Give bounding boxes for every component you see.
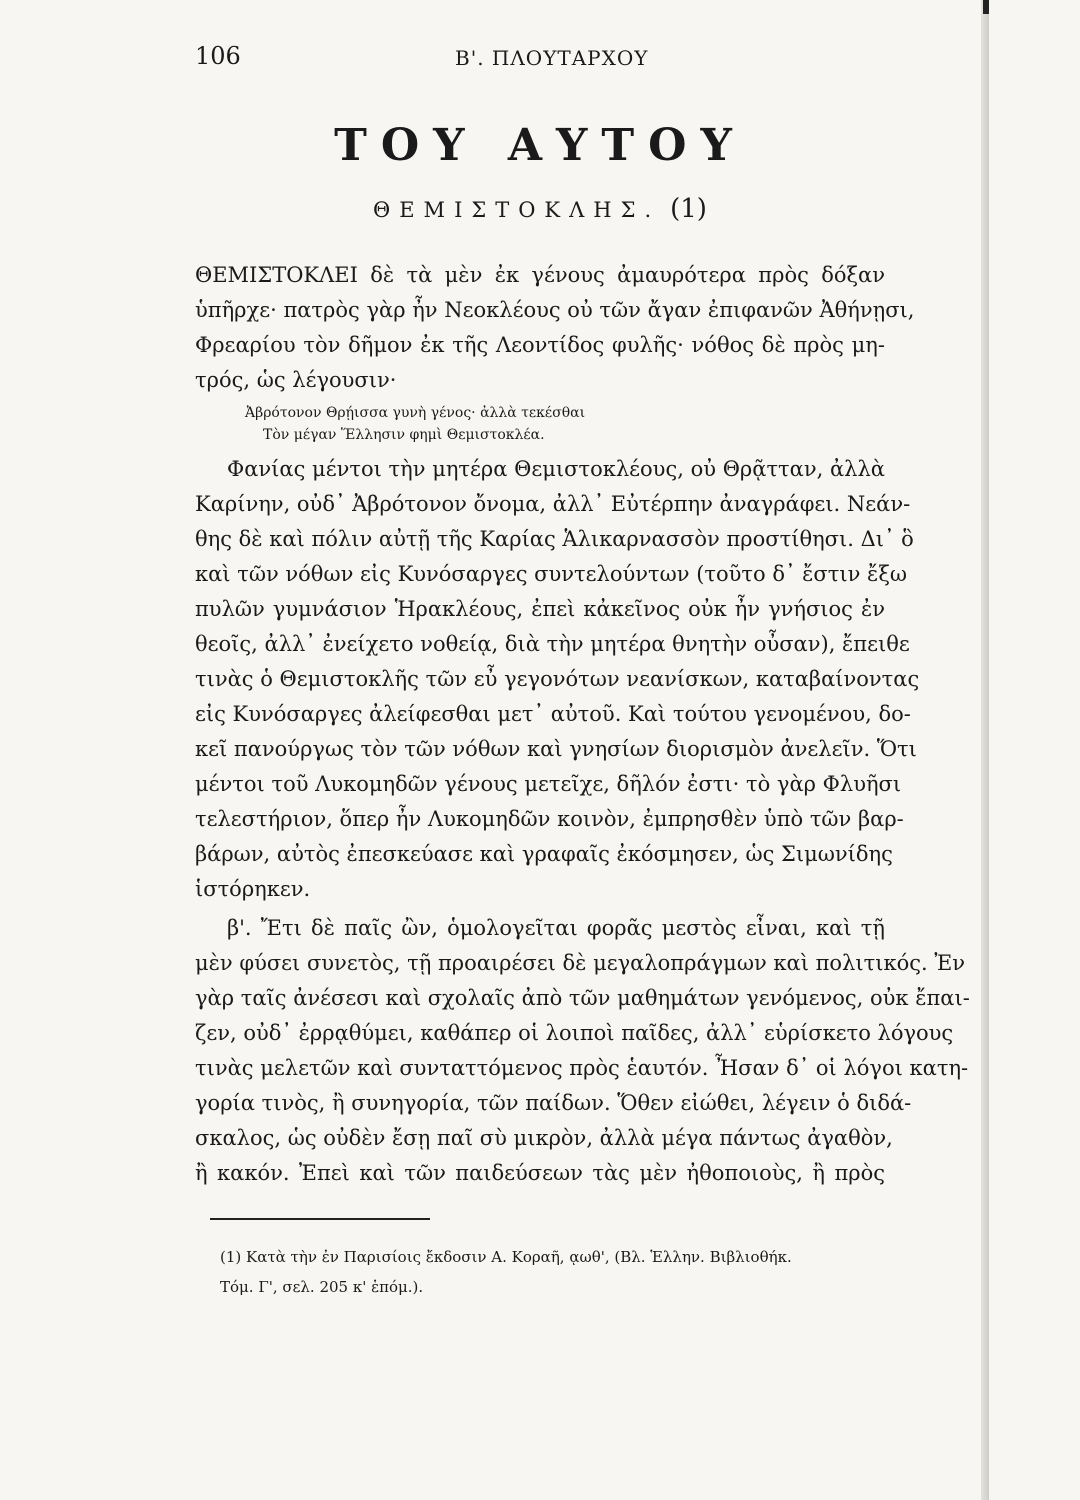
text-line: θεοῖς, ἀλλ᾽ ἐνείχετο νοθείᾳ, διὰ τὴν μητέρα θνητὴν οὖσαν), ἔπειθε [195,632,910,656]
footnote-line: Τόμ. Γ', σελ. 205 κ' ἑπόμ.). [220,1278,424,1296]
text-line: κεῖ πανούργως τὸν τῶν νόθων καὶ γνησίων διορισμὸν ἀνελεῖν. Ὅτι [195,737,917,761]
footnote-line: (1) Κατὰ τὴν ἐν Παρισίοις ἔκδοσιν Α. Κοραῆ, ᾳωθ', (Βλ. Ἑλλην. Βιβλιοθήκ. [220,1248,792,1266]
verse-quote [195,402,885,446]
text-line: βάρων, αὐτὸς ἐπεσκεύασε καὶ γραφαῖς ἐκόσμησεν, ὡς Σιμωνίδης [195,842,893,866]
text-line: τινὰς μελετῶν καὶ συνταττόμενος πρὸς ἑαυτόν. Ἦσαν δ᾽ οἱ λόγοι κατη- [195,1056,969,1080]
subtitle-text: ΘΕΜΙΣΤΟΚΛΗΣ. [373,198,661,222]
text-line: Φρεαρίου τὸν δῆμον ἐκ τῆς Λεοντίδος φυλῆς· νόθος δὲ πρὸς μη- [195,333,885,357]
footnote-divider [210,1218,430,1220]
page-edge-mark [983,0,989,14]
text-line: β'. Ἔτι δὲ παῖς ὢν, ὁμολογεῖται φορᾶς μεστὸς εἶναι, καὶ τῇ [227,916,885,940]
text-line: γὰρ ταῖς ἀνέσεσι καὶ σχολαῖς ἀπὸ τῶν μαθημάτων γενόμενος, οὐκ ἔπαι- [195,986,970,1010]
footnote [220,1242,890,1302]
text-line: Καρίνην, οὐδ᾽ Ἀβρότονον ὄνομα, ἀλλ᾽ Εὐτέρπην ἀναγράφει. Νεάν- [195,492,911,516]
body-text [195,258,970,1191]
chapter-subtitle [0,194,1080,224]
text-line: ὑπῆρχε· πατρὸς γὰρ ἦν Νεοκλέους οὐ τῶν ἄγαν ἐπιφανῶν Ἀθήνῃσι, [195,298,915,322]
verse-line: Ἀβρότονον Θρῄισσα γυνὴ γένος· ἀλλὰ τεκέσθαι [245,405,586,421]
text-line: ἱστόρηκεν. [195,877,311,901]
text-line: ἢ κακόν. Ἐπεὶ καὶ τῶν παιδεύσεων τὰς μὲν ἠθοποιοὺς, ἢ πρὸς [195,1161,885,1185]
text-line: σκαλος, ὡς οὐδὲν ἔσῃ παῖ σὺ μικρὸν, ἀλλὰ μέγα πάντως ἀγαθὸν, [195,1126,893,1150]
text-line: Φανίας μέντοι τὴν μητέρα Θεμιστοκλέους, οὐ Θρᾷτταν, ἀλλὰ [227,457,885,481]
text-line: ΘΕΜΙΣΤΟΚΛΕΙ δὲ τὰ μὲν ἐκ γένους ἀμαυρότερα πρὸς δόξαν [195,263,885,287]
chapter-title: ΤΟΥ ΑΥΤΟΥ [334,120,746,171]
paragraph-1 [195,258,915,398]
text-line: ζεν, οὐδ᾽ ἐρρᾳθύμει, καθάπερ οἱ λοιποὶ παῖδες, ἀλλ᾽ εὑρίσκετο λόγους [195,1021,954,1045]
text-line: τελεστήριον, ὅπερ ἦν Λυκομηδῶν κοινὸν, ἐμπρησθὲν ὑπὸ τῶν βαρ- [195,807,904,831]
text-line: γορία τινὸς, ἢ συνηγορία, τῶν παίδων. Ὅθεν εἰώθει, λέγειν ὁ διδά- [195,1091,912,1115]
text-line: θης δὲ καὶ πόλιν αὐτῇ τῆς Καρίας Ἁλικαρνασσὸν προστίθησι. Δι᾽ ὃ [195,527,914,551]
text-line: τινὰς ὁ Θεμιστοκλῆς τῶν εὖ γεγονότων νεανίσκων, καταβαίνοντας [195,667,920,691]
footnote-reference: (1) [670,194,707,224]
running-title: Β'. ΠΛΟΥΤΑΡΧΟΥ [455,46,649,70]
text-line: καὶ τῶν νόθων εἰς Κυνόσαργες συντελούντων (τοῦτο δ᾽ ἔστιν ἔξω [195,562,908,586]
text-line: πυλῶν γυμνάσιον Ἡρακλέους, ἐπεὶ κἀκεῖνος οὐκ ἦν γνήσιος ἐν [195,597,885,621]
paragraph-3 [195,911,970,1191]
page-number: 106 [195,42,241,70]
text-line: μέντοι τοῦ Λυκομηδῶν γένους μετεῖχε, δῆλόν ἐστι· τὸ γὰρ Φλυῆσι [195,772,902,796]
running-head [195,42,885,76]
page-edge [981,0,989,1500]
text-line: τρός, ὡς λέγουσιν· [195,368,397,392]
text-line: μὲν φύσει συνετὸς, τῇ προαιρέσει δὲ μεγαλοπράγμων καὶ πολιτικός. Ἐν [195,951,966,975]
paragraph-2 [195,452,920,907]
text-line: εἰς Κυνόσαργες ἀλείφεσθαι μετ᾽ αὐτοῦ. Καὶ τούτου γενομένου, δο- [195,702,911,726]
verse-line: Τὸν μέγαν Ἕλλησιν φημὶ Θεμιστοκλέα. [263,427,545,443]
